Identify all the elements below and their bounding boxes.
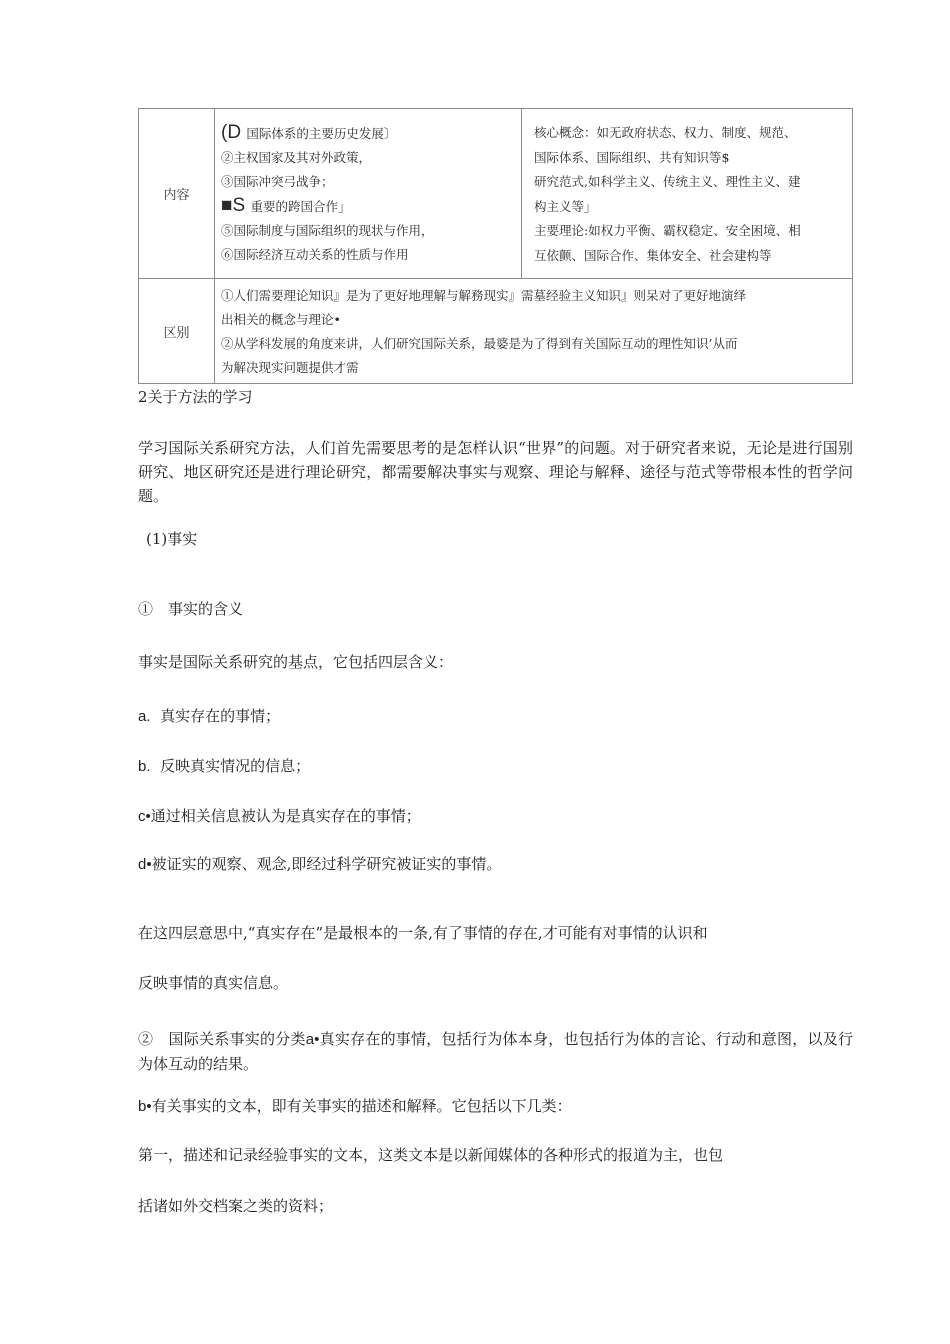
first-category-line-2: 括诸如外交档案之类的资料； (138, 1197, 334, 1215)
diff-line-3: ②从学科发展的角度来讲，人们研究国际关系，最婆是为了得到有关国际互动的理性知识’从而 (221, 336, 738, 351)
meaning-intro: 事实是国际关系研究的基点，它包括四层含义： (138, 653, 454, 671)
left-item-4: ■S 重要的跨国合作」 (221, 195, 351, 216)
diff-line-2: 出相关的概念与理论• (221, 312, 341, 327)
text-class-paragraph: b•有关事实的文本，即有关事实的描述和解释。它包括以下几类： (138, 1097, 572, 1115)
core-paragraph-line-2: 反映事情的真实信息。 (138, 974, 289, 992)
content-left-cell (215, 109, 522, 279)
left-item-5: ⑤国际制度与国际组织的现状与作用， (221, 223, 434, 238)
right-line-5: 主要理论:如权力平衡、霸权稳定、安全困境、相 (534, 223, 801, 238)
left-item-1: (D 国际体系的主要历史发展〕 (221, 122, 397, 143)
list-item-b: b. 反映真实情况的信息； (138, 757, 311, 775)
comparison-table (138, 108, 853, 384)
content-right-cell (522, 109, 853, 279)
right-line-2: 国际体系、国际组织、共有知识等$ (534, 149, 730, 165)
table-row-content (139, 109, 853, 279)
row-header-content: 内容 (139, 109, 215, 279)
list-item-a: a. 真实存在的事情； (138, 707, 281, 725)
intro-paragraph: 学习国际关系研究方法，人们首先需要思考的是怎样认识“世界”的问题。对于研究者来说，无论是进行国别研究、地区研究还是进行理论研究，都需要解决事实与观察、理论与解释、途径与范式等带根本性的哲学问题。 (138, 439, 853, 505)
difference-cell (215, 279, 853, 384)
right-line-6: 互依颤、国际合作、集体安全、社会建构等 (534, 247, 772, 263)
row-header-difference: 区别 (139, 279, 215, 384)
diff-line-4: 为解决现实问题提供才需 (221, 360, 359, 375)
right-line-4: 构主义等」 (534, 198, 597, 214)
meaning-heading: ① 事实的含义 (138, 600, 244, 618)
table-row-difference (139, 279, 853, 384)
right-line-1: 核心概念：如无政府状态、权力、制度、规范、 (534, 125, 797, 140)
diff-line-1: ①人们需要理论知识』是为了更好地理解与解務现实』需墓经验主义知识』则呆对了更好地演绎 (221, 288, 747, 303)
first-category-line-1: 第一，描述和记录经验事实的文本，这类文本是以新闻媒体的各种形式的报道为主，也包 (138, 1146, 724, 1164)
left-item-6: ⑥国际经济互动关系的性质与作用 (221, 247, 409, 262)
list-item-c: c•通过相关信息被认为是真实存在的事情； (138, 807, 421, 825)
right-line-3: 研究范式,如科学主义、传统主义、理性主义、建 (534, 174, 801, 189)
document-page (138, 108, 853, 1215)
core-paragraph-line-1: 在这四层意思中,“真实存在”是最根本的一条,有了事情的存在,才可能有对事情的认识和 (138, 924, 708, 942)
left-item-3: ③国际冲突弓战争； (221, 174, 334, 189)
classification-paragraph: ② 国际关系事实的分类a•真实存在的事情，包括行为体本身，也包括行为体的言论、行动和意图，以及行为体互动的结果。 (138, 1030, 853, 1073)
list-item-d: d•被证实的观察、观念,即经过科学研究被证实的事情。 (138, 855, 502, 873)
left-item-2: ②主权国家及其对外政策， (221, 150, 372, 165)
sub-heading-fact: (1)事实 (146, 530, 198, 548)
section-title: 2关于方法的学习 (138, 388, 253, 406)
